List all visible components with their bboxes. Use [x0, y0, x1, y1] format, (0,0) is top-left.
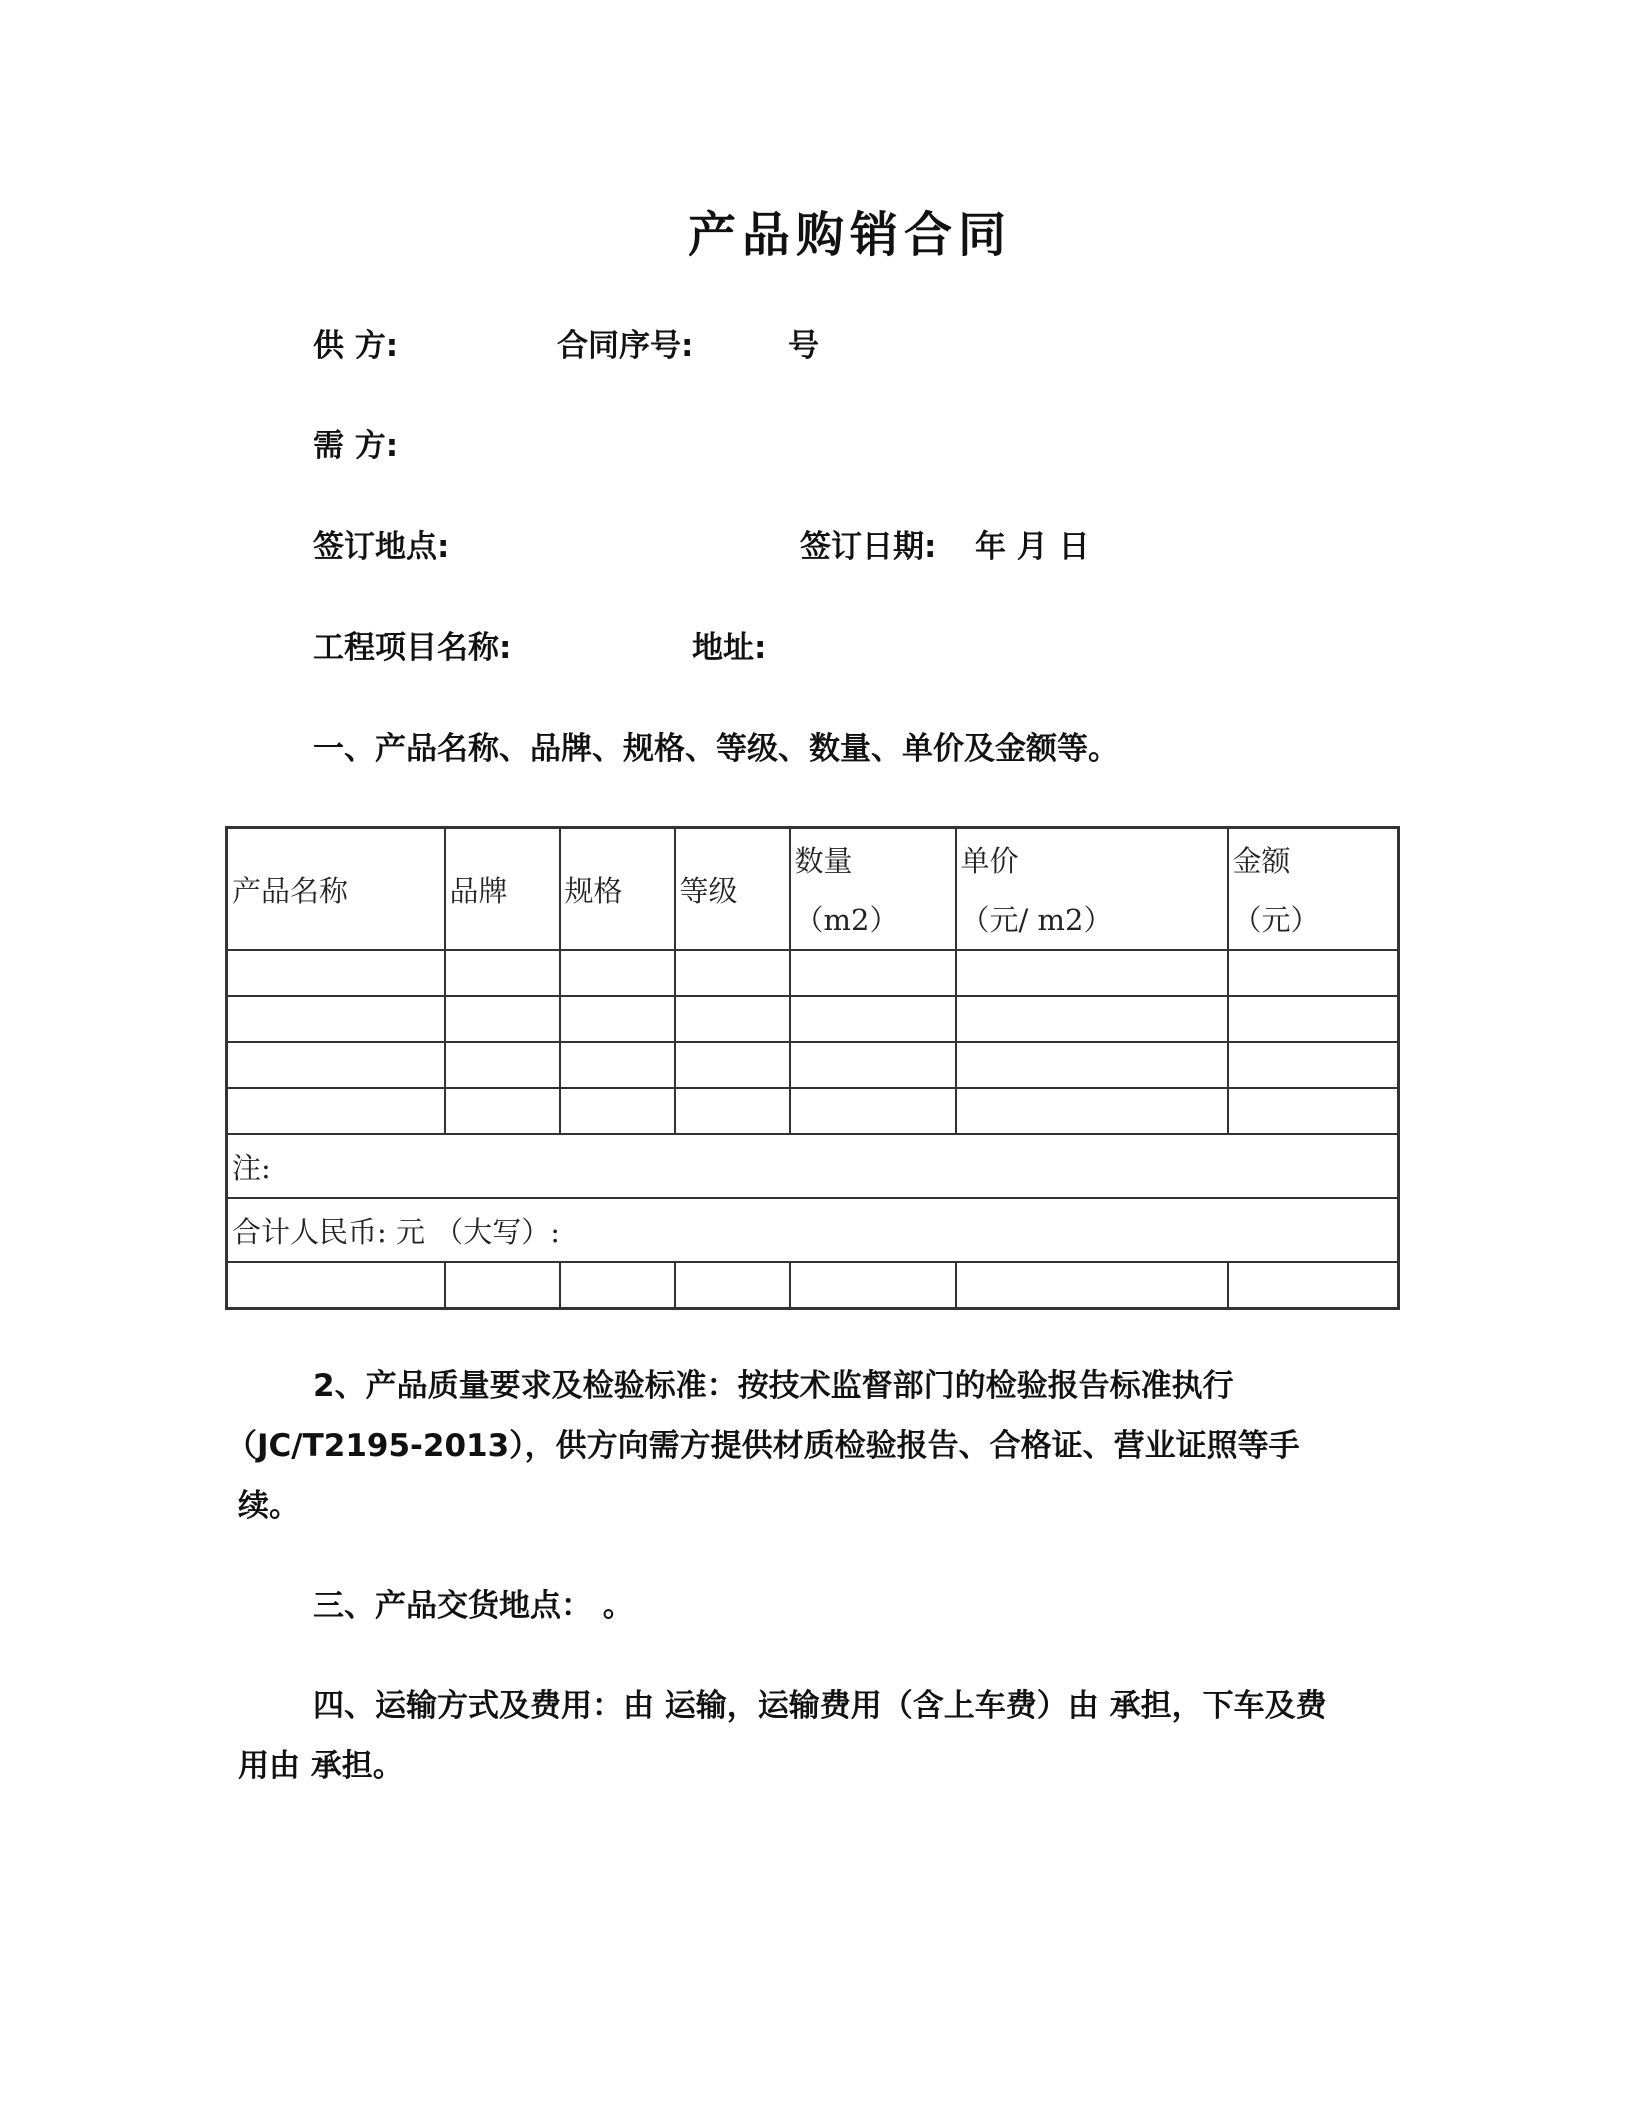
table-cell[interactable]	[956, 950, 1228, 996]
section4-line2: 用由 承担。	[238, 1748, 404, 1784]
table-cell[interactable]	[445, 1088, 560, 1134]
header-product-name: 产品名称	[232, 873, 349, 908]
table-row	[227, 1042, 1399, 1088]
table-cell[interactable]	[227, 996, 445, 1042]
table-cell[interactable]	[675, 950, 790, 996]
header-amount-unit: （元）	[1232, 903, 1320, 937]
table-row	[227, 996, 1399, 1042]
table-cell[interactable]	[790, 1042, 956, 1088]
table-cell[interactable]	[445, 950, 560, 996]
header-quantity-unit: （m2）	[794, 903, 899, 937]
table-cell[interactable]	[227, 1262, 445, 1309]
table-cell[interactable]	[1228, 1042, 1399, 1088]
section2-line2: （JC/T2195-2013），供方向需方提供材质检验报告、合格证、营业证照等手	[226, 1428, 1300, 1464]
table-cell[interactable]	[1228, 1262, 1399, 1309]
table-cell[interactable]	[227, 1088, 445, 1134]
table-cell[interactable]	[956, 1262, 1228, 1309]
table-cell[interactable]	[1228, 996, 1399, 1042]
table-cell[interactable]	[956, 1088, 1228, 1134]
supplier-row	[313, 320, 398, 365]
section2-line3: 续。	[238, 1488, 300, 1524]
header-brand: 品牌	[449, 873, 508, 908]
contract-no-row	[557, 320, 693, 365]
total-row	[227, 1198, 1399, 1262]
header-unit-price-unit: （元/ m2）	[960, 903, 1113, 937]
header-cell	[227, 828, 445, 951]
supplier-label: 供 方:	[313, 328, 399, 364]
table-cell[interactable]	[1228, 1088, 1399, 1134]
sign-date-value: 年 月 日	[975, 529, 1090, 565]
contract-no-label: 合同序号:	[557, 328, 694, 364]
table-cell[interactable]	[675, 1042, 790, 1088]
table-row	[227, 1088, 1399, 1134]
table-row	[227, 950, 1399, 996]
table-header-row	[227, 828, 1399, 951]
table-cell[interactable]	[675, 1262, 790, 1309]
project-name-label: 工程项目名称:	[313, 630, 512, 666]
header-cell	[790, 828, 956, 951]
table-cell[interactable]	[956, 996, 1228, 1042]
table-cell[interactable]	[445, 1042, 560, 1088]
table-cell[interactable]	[560, 1042, 675, 1088]
header-cell	[560, 828, 675, 951]
table-cell[interactable]	[790, 1088, 956, 1134]
header-grade: 等级	[679, 873, 738, 908]
sign-date-label: 签订日期:	[800, 529, 937, 565]
table-cell[interactable]	[790, 950, 956, 996]
table-cell[interactable]	[1228, 950, 1399, 996]
sign-place-label: 签订地点:	[313, 529, 450, 565]
section3-delivery-place: 三、产品交货地点： 。	[313, 1588, 634, 1624]
header-unit-price: 单价	[960, 844, 1019, 878]
section2-line1: 2、产品质量要求及检验标准：按技术监督部门的检验报告标准执行	[313, 1368, 1234, 1404]
table-cell[interactable]	[675, 1088, 790, 1134]
product-table	[225, 826, 1400, 1310]
header-spec: 规格	[564, 873, 623, 908]
table-row	[227, 1262, 1399, 1309]
table-cell[interactable]	[790, 1262, 956, 1309]
table-cell[interactable]	[560, 1262, 675, 1309]
total-cell[interactable]: 合计人民币: 元 （大写）:	[227, 1198, 1399, 1262]
buyer-label: 需 方:	[313, 428, 399, 464]
header-quantity: 数量	[794, 844, 853, 878]
table-cell[interactable]	[445, 1262, 560, 1309]
header-cell	[445, 828, 560, 951]
table-cell[interactable]	[790, 996, 956, 1042]
header-amount: 金额	[1232, 844, 1291, 878]
address-label: 地址:	[692, 630, 767, 666]
document-title: 产品购销合同	[687, 207, 1012, 263]
section4-line1: 四、运输方式及费用：由 运输，运输费用（含上车费）由 承担，下车及费	[313, 1688, 1327, 1724]
header-cell	[956, 828, 1228, 951]
table-cell[interactable]	[445, 996, 560, 1042]
table-cell[interactable]	[675, 996, 790, 1042]
table-cell[interactable]	[560, 996, 675, 1042]
section1-heading: 一、产品名称、品牌、规格、等级、数量、单价及金额等。	[313, 731, 1119, 767]
note-cell[interactable]: 注:	[227, 1134, 1399, 1198]
table-cell[interactable]	[560, 950, 675, 996]
contract-no-suffix: 号	[788, 328, 819, 364]
header-cell	[675, 828, 790, 951]
table-cell[interactable]	[560, 1088, 675, 1134]
table-cell[interactable]	[956, 1042, 1228, 1088]
note-row	[227, 1134, 1399, 1198]
table-cell[interactable]	[227, 1042, 445, 1088]
table-cell[interactable]	[227, 950, 445, 996]
header-cell	[1228, 828, 1399, 951]
